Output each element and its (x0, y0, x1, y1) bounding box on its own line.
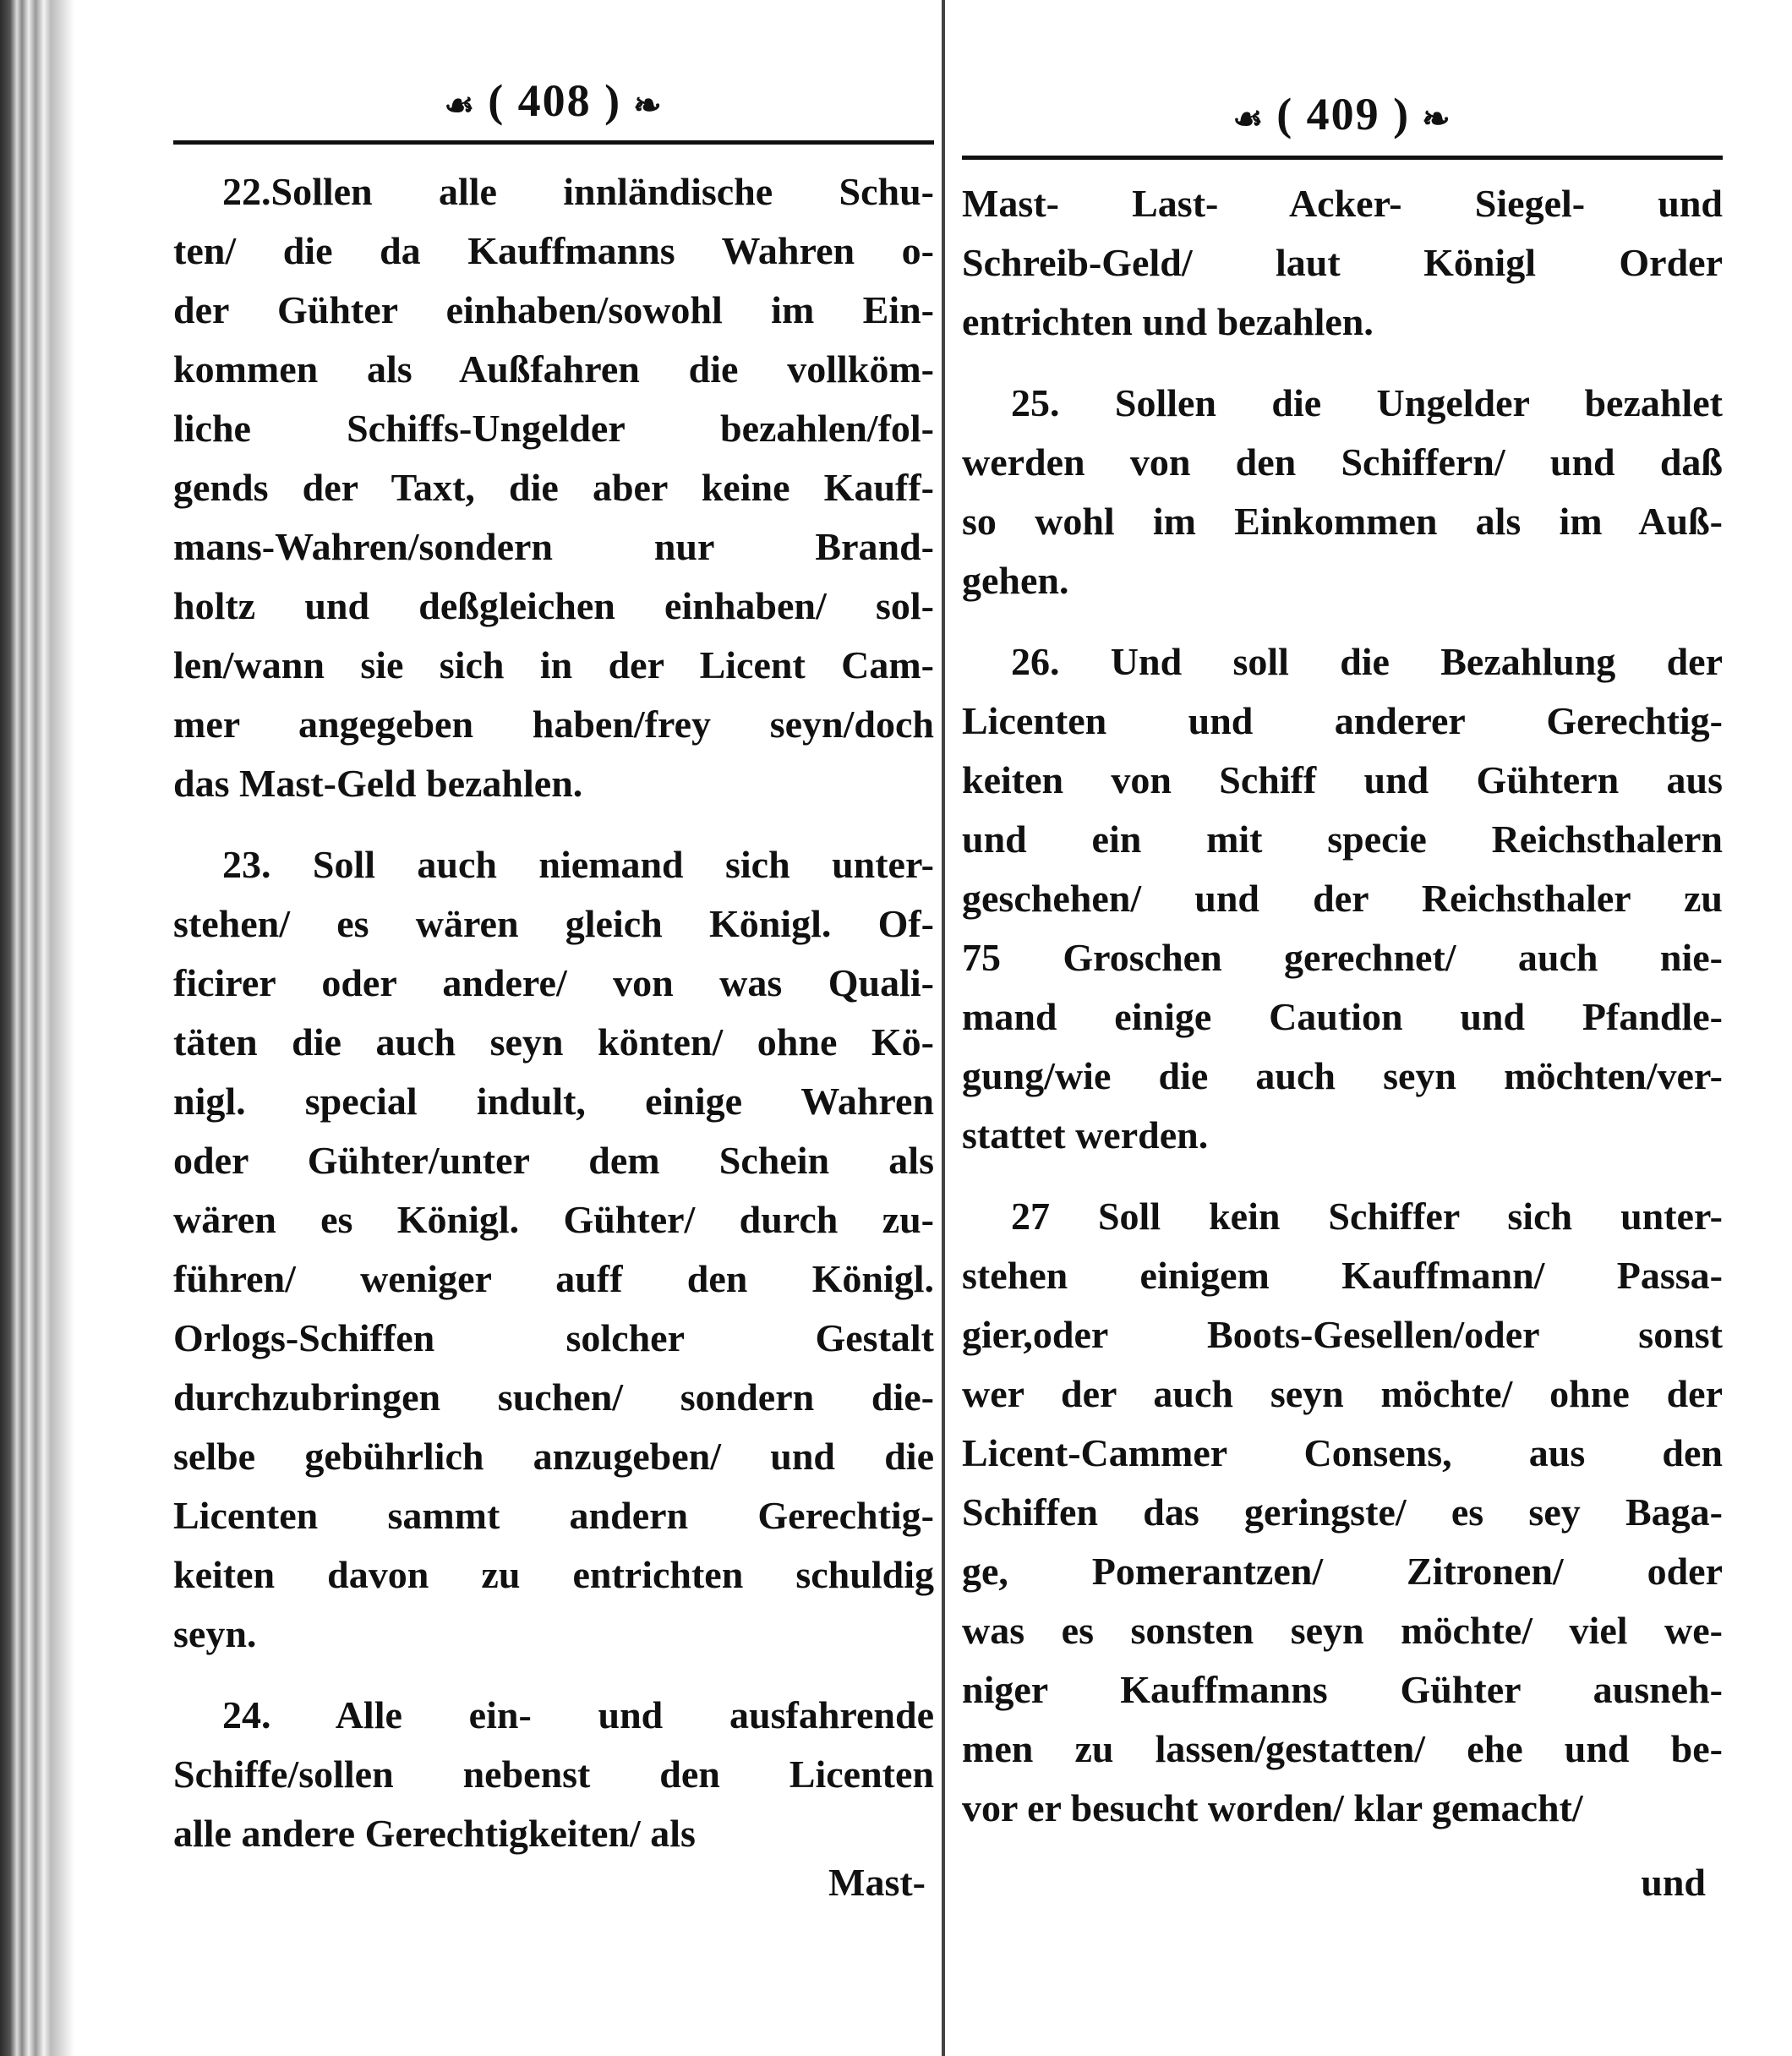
paragraph (173, 1686, 934, 1863)
text-line: geschehen/ und der Reichsthaler zu (962, 877, 1723, 920)
text-line: len/wann sie sich in der Licent Cam- (173, 643, 934, 686)
text-line: gier,oder Boots-Gesellen/oder sonst (962, 1313, 1723, 1356)
text-line: holtz und deßgleichen einhaben/ sol- (173, 584, 934, 627)
text-line: niger Kauffmanns Gühter ausneh- (962, 1668, 1723, 1711)
text-line: was es sonsten seyn möchte/ viel we- (962, 1609, 1723, 1652)
text-line: täten die auch seyn könten/ ohne Kö- (173, 1020, 934, 1064)
paragraph (962, 374, 1723, 610)
text-line: entrichten und bezahlen. (962, 300, 1374, 343)
text-line: Licent-Cammer Consens, aus den (962, 1431, 1723, 1474)
text-line: stattet werden. (962, 1113, 1209, 1156)
text-line: gung/wie die auch seyn möchten/ver- (962, 1054, 1723, 1097)
left-page (173, 0, 934, 2056)
text-line: keiten von Schiff und Gühtern aus (962, 758, 1723, 801)
ornament-icon: ☙ (444, 86, 477, 125)
header-rule (173, 140, 934, 145)
text-line: 22.Sollen alle innländische Schu- (222, 170, 934, 213)
ornament-icon: ☙ (1232, 100, 1265, 139)
text-line: Licenten und anderer Gerechtig- (962, 699, 1723, 742)
text-line: 75 Groschen gerechnet/ auch nie- (962, 936, 1723, 979)
ornament-icon: ❧ (1422, 100, 1452, 139)
text-line: Licenten sammt andern Gerechtig- (173, 1494, 934, 1537)
page-header (962, 88, 1723, 140)
page-number: ( 408 ) (488, 75, 622, 126)
text-line: Schreib-Geld/ laut Königl Order (962, 241, 1723, 284)
catchword: und (1641, 1861, 1706, 1904)
text-line: so wohl im Einkommen als im Auß- (962, 500, 1723, 543)
paragraph (962, 1187, 1723, 1838)
text-line: mer angegeben haben/frey seyn/doch (173, 703, 934, 746)
text-line: mans-Wahren/sondern nur Brand- (173, 525, 934, 568)
page-body (962, 174, 1723, 1860)
text-line: werden von den Schiffern/ und daß (962, 440, 1723, 484)
text-line: Schiffe/sollen nebenst den Licenten (173, 1753, 934, 1796)
text-line: das Mast-Geld bezahlen. (173, 762, 583, 805)
text-line: ficirer oder andere/ von was Quali- (173, 961, 934, 1004)
text-line: Schiffen das geringste/ es sey Baga- (962, 1490, 1723, 1534)
text-line: führen/ weniger auff den Königl. (173, 1257, 934, 1300)
page-gutter (942, 0, 945, 2056)
paragraph (173, 835, 934, 1664)
page-body (173, 162, 934, 1885)
page-number: ( 409 ) (1276, 89, 1411, 139)
text-line: Orlogs-Schiffen solcher Gestalt (173, 1316, 934, 1359)
text-line: vor er besucht worden/ klar gemacht/ (962, 1786, 1583, 1829)
text-line: 26. Und soll die Bezahlung der (1011, 640, 1723, 683)
text-line: alle andere Gerechtigkeiten/ als (173, 1812, 696, 1855)
text-line: gehen. (962, 559, 1069, 602)
text-line: liche Schiffs-Ungelder bezahlen/fol- (173, 407, 934, 450)
text-line: der Gühter einhaben/sowohl im Ein- (173, 288, 934, 331)
catchword: Mast- (828, 1861, 926, 1904)
text-line: und ein mit specie Reichsthalern (962, 817, 1723, 861)
text-line: 25. Sollen die Ungelder bezahlet (1011, 381, 1723, 424)
text-line: stehen/ es wären gleich Königl. Of- (173, 902, 934, 945)
book-binding-edge (0, 0, 74, 2056)
text-line: wer der auch seyn möchte/ ohne der (962, 1372, 1723, 1415)
text-line: kommen als Außfahren die vollköm- (173, 347, 934, 391)
text-line: mand einige Caution und Pfandle- (962, 995, 1723, 1038)
paragraph (962, 174, 1723, 352)
paragraph (173, 162, 934, 813)
text-line: stehen einigem Kauffmann/ Passa- (962, 1254, 1723, 1297)
ornament-icon: ❧ (633, 86, 664, 125)
text-line: men zu lassen/gestatten/ ehe und be- (962, 1727, 1723, 1770)
text-line: ten/ die da Kauffmanns Wahren o- (173, 229, 934, 272)
text-line: durchzubringen suchen/ sondern die- (173, 1375, 934, 1419)
text-line: selbe gebührlich anzugeben/ und die (173, 1435, 934, 1478)
text-line: nigl. special indult, einige Wahren (173, 1080, 934, 1123)
text-line: ge, Pomerantzen/ Zitronen/ oder (962, 1550, 1723, 1593)
paragraph (962, 632, 1723, 1165)
text-line: wären es Königl. Gühter/ durch zu- (173, 1198, 934, 1241)
text-line: oder Gühter/unter dem Schein als (173, 1139, 934, 1182)
text-line: 24. Alle ein- und ausfahrende (222, 1693, 934, 1736)
text-line: Mast- Last- Acker- Siegel- und (962, 182, 1723, 225)
header-rule (962, 156, 1723, 160)
text-line: 23. Soll auch niemand sich unter- (222, 843, 934, 886)
page-header (173, 74, 934, 127)
right-page (962, 0, 1723, 2056)
text-line: seyn. (173, 1612, 257, 1655)
text-line: keiten davon zu entrichten schuldig (173, 1553, 934, 1596)
text-line: gends der Taxt, die aber keine Kauff- (173, 466, 934, 509)
text-line: 27 Soll kein Schiffer sich unter- (1011, 1195, 1723, 1238)
